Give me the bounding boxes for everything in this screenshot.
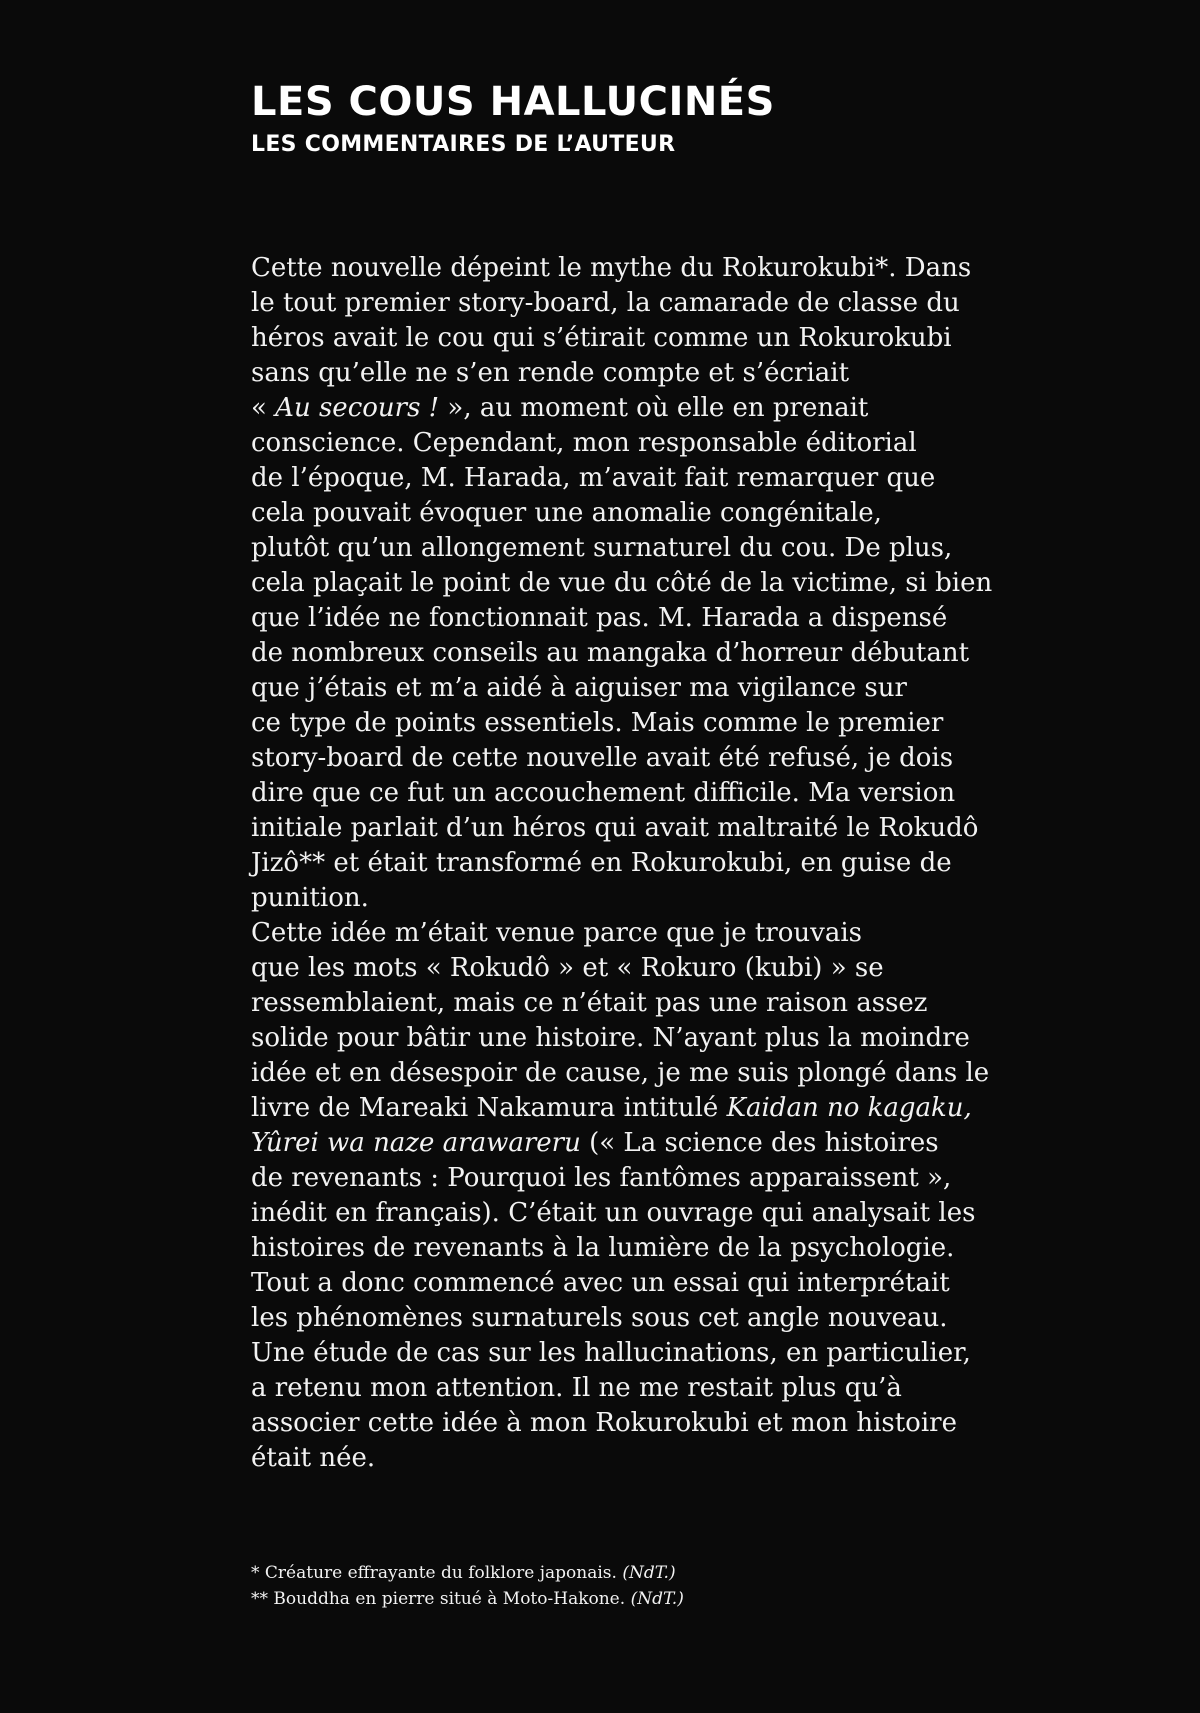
body-line — [251, 461, 1051, 496]
text-segment: était née. — [251, 1443, 376, 1473]
footnote — [251, 1586, 1051, 1612]
text-segment: associer cette idée à mon Rokurokubi et mon histoire — [251, 1408, 957, 1438]
text-segment: que l’idée ne fonctionnait pas. M. Harada a dispensé — [251, 603, 948, 633]
body-line — [251, 426, 1051, 461]
body-line — [251, 1056, 1051, 1091]
body-line — [251, 1371, 1051, 1406]
body-line — [251, 1406, 1051, 1441]
text-segment: Une étude de cas sur les hallucinations, en particulier, — [251, 1338, 971, 1368]
body-line — [251, 636, 1051, 671]
body-line — [251, 531, 1051, 566]
text-segment: idée et en désespoir de cause, je me suis plongé dans le — [251, 1058, 990, 1088]
text-segment: livre de Mareaki Nakamura intitulé — [251, 1093, 727, 1123]
body-line — [251, 1126, 1051, 1161]
body-line — [251, 321, 1051, 356]
body-line — [251, 251, 1051, 286]
body-line — [251, 1161, 1051, 1196]
footnote — [251, 1560, 1051, 1586]
text-segment: solide pour bâtir une histoire. N’ayant plus la moindre — [251, 1023, 970, 1053]
text-segment: Tout a donc commencé avec un essai qui interprétait — [251, 1268, 950, 1298]
body-line — [251, 601, 1051, 636]
body-line — [251, 881, 1051, 916]
text-segment: que les mots « Rokudô » et « Rokuro (kubi) » se — [251, 953, 884, 983]
page-title: LES COUS HALLUCINÉS — [251, 79, 775, 125]
italic-text: (NdT.) — [630, 1589, 684, 1609]
body-line — [251, 846, 1051, 881]
page-subtitle: LES COMMENTAIRES DE L’AUTEUR — [251, 132, 676, 157]
body-line — [251, 1021, 1051, 1056]
body-line — [251, 1196, 1051, 1231]
body-line — [251, 356, 1051, 391]
body-line — [251, 1336, 1051, 1371]
italic-text: Yûrei wa naze arawareru — [251, 1128, 581, 1158]
italic-text: (NdT.) — [622, 1563, 676, 1583]
text-segment: story-board de cette nouvelle avait été refusé, je dois — [251, 743, 954, 773]
body-line — [251, 566, 1051, 601]
body-line — [251, 286, 1051, 321]
text-segment: initiale parlait d’un héros qui avait maltraité le Rokudô — [251, 813, 979, 843]
body-line — [251, 741, 1051, 776]
italic-text: Au secours ! — [275, 393, 440, 423]
body-line — [251, 1301, 1051, 1336]
body-line — [251, 706, 1051, 741]
italic-text: Kaidan no kagaku, — [726, 1093, 972, 1123]
footnotes — [251, 1560, 1051, 1612]
text-segment: inédit en français). C’était un ouvrage qui analysait les — [251, 1198, 976, 1228]
body-line — [251, 1266, 1051, 1301]
body-line — [251, 776, 1051, 811]
body-text — [251, 251, 1051, 1476]
body-line — [251, 951, 1051, 986]
text-segment: cela pouvait évoquer une anomalie congénitale, — [251, 498, 882, 528]
text-segment: que j’étais et m’a aidé à aiguiser ma vigilance sur — [251, 673, 907, 703]
body-line — [251, 811, 1051, 846]
text-segment: Jizô** et était transformé en Rokurokubi, en guise de — [251, 848, 952, 878]
body-line — [251, 671, 1051, 706]
header — [251, 78, 1051, 158]
text-segment: dire que ce fut un accouchement difficile. Ma version — [251, 778, 956, 808]
text-segment: conscience. Cependant, mon responsable éditorial — [251, 428, 917, 458]
body-line — [251, 916, 1051, 951]
body-line — [251, 1441, 1051, 1476]
text-segment: ** Bouddha en pierre situé à Moto-Hakone. — [251, 1589, 631, 1609]
body-line — [251, 1091, 1051, 1126]
text-segment: sans qu’elle ne s’en rende compte et s’écriait — [251, 358, 850, 388]
text-segment: de nombreux conseils au mangaka d’horreur débutant — [251, 638, 970, 668]
text-segment: a retenu mon attention. Il ne me restait plus qu’à — [251, 1373, 902, 1403]
text-segment: histoires de revenants à la lumière de la psychologie. — [251, 1233, 955, 1263]
text-segment: plutôt qu’un allongement surnaturel du cou. De plus, — [251, 533, 953, 563]
text-segment: punition. — [251, 883, 369, 913]
text-segment: de l’époque, M. Harada, m’avait fait remarquer que — [251, 463, 936, 493]
text-segment: * Créature effrayante du folklore japonais. — [251, 1563, 623, 1583]
text-segment: Cette nouvelle dépeint le mythe du Rokurokubi*. Dans — [251, 253, 972, 283]
text-segment: héros avait le cou qui s’étirait comme un Rokurokubi — [251, 323, 952, 353]
body-line — [251, 1231, 1051, 1266]
text-segment: ressemblaient, mais ce n’était pas une raison assez — [251, 988, 928, 1018]
text-segment: « — [251, 393, 276, 423]
body-line — [251, 496, 1051, 531]
body-line — [251, 986, 1051, 1021]
text-segment: de revenants : Pourquoi les fantômes apparaissent », — [251, 1163, 952, 1193]
text-segment: », au moment où elle en prenait — [439, 393, 869, 423]
body-line — [251, 391, 1051, 426]
text-segment: cela plaçait le point de vue du côté de la victime, si bien — [251, 568, 993, 598]
text-segment: le tout premier story-board, la camarade de classe du — [251, 288, 960, 318]
text-segment: Cette idée m’était venue parce que je trouvais — [251, 918, 862, 948]
text-segment: les phénomènes surnaturels sous cet angle nouveau. — [251, 1303, 948, 1333]
text-segment: ce type de points essentiels. Mais comme le premier — [251, 708, 944, 738]
text-segment: (« La science des histoires — [580, 1128, 939, 1158]
